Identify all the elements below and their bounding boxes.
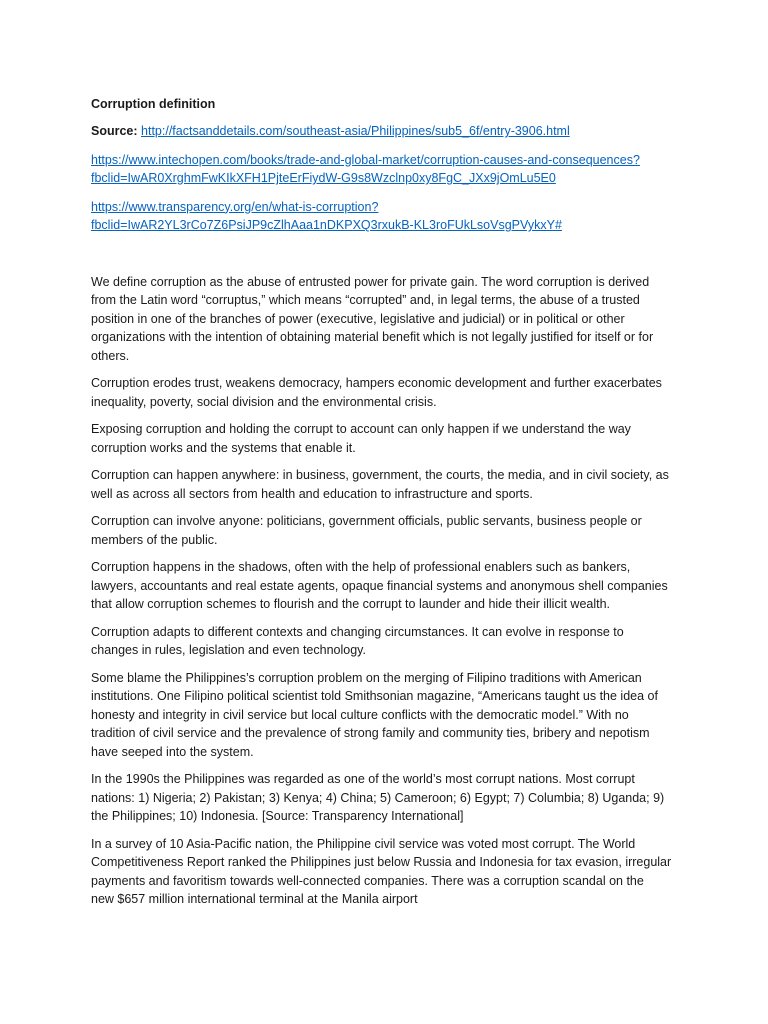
paragraph: Corruption adapts to different contexts and changing circumstances. It can evolve in response to changes in rules, legislation and even technology. [91, 624, 624, 657]
paragraph: Corruption happens in the shadows, often with the help of professional enablers such as bankers, lawyers, accountants and real estate agents, opaque financial systems and anonymous shell companies that allow corruption schemes to flourish and the corrupt to launder and hide their illicit wealth. [91, 560, 668, 611]
reference-link-transparency[interactable] [91, 198, 708, 235]
reference-link-line[interactable]: https://www.transparency.org/en/what-is-corruption? [91, 199, 379, 214]
source-label: Source: [91, 124, 138, 138]
source-line [91, 122, 708, 141]
blank-line [91, 245, 708, 273]
paragraph: In a survey of 10 Asia-Pacific nation, the Philippine civil service was voted most corrupt. The World Competitiveness Report ranked the Philippines just below Russia and Indonesia for tax evasion, irregular payments and favoritism towards well-connected companies. There was a corruption scandal on the new $657 million international terminal at the Manila airport [91, 836, 672, 906]
document-title: Corruption definition [91, 97, 216, 111]
paragraph: We define corruption as the abuse of entrusted power for private gain. The word corruption is derived from the Latin word “corruptus,” which means “corrupted” and, in legal terms, the abuse of a trusted position in one of the branches of power (executive, legislative and judicial) or in political or other organizations with the intention of obtaining material benefit which is not legally justified for itself or for others. [91, 274, 654, 363]
source-link[interactable]: http://factsanddetails.com/southeast-asia/Philippines/sub5_6f/entry-3906.html [141, 124, 570, 138]
reference-link-intechopen[interactable] [91, 151, 708, 188]
reference-link-line[interactable]: fbclid=IwAR0XrghmFwKIkXFH1PjteErFiydW-G9s8Wzclnp0xy8FgC_JXx9jOmLu5E0 [91, 171, 556, 185]
paragraph: Some blame the Philippines’s corruption problem on the merging of Filipino traditions with American institutions. One Filipino political scientist told Smithsonian magazine, “Americans taught us the idea of honesty and integrity in civil service but local culture conflicts with the democratic model.” With no tradition of civil service and the prevalence of strong family and community ties, bribery and nepotism have seeped into the system. [91, 670, 658, 759]
paragraph: Corruption can involve anyone: politicians, government officials, public servants, business people or members of the public. [91, 514, 642, 547]
paragraph: Exposing corruption and holding the corrupt to account can only happen if we understand the way corruption works and the systems that enable it. [91, 422, 631, 455]
reference-link-line[interactable]: https://www.intechopen.com/books/trade-and-global-market/corruption-causes-and-consequences? [91, 152, 640, 167]
reference-link-line[interactable]: fbclid=IwAR2YL3rCo7Z6PsiJP9cZlhAaa1nDKPXQ3rxukB-KL3roFUkLsoVsgPVykxY# [91, 218, 562, 232]
paragraph: In the 1990s the Philippines was regarded as one of the world’s most corrupt nations. Most corrupt nations: 1) Nigeria; 2) Pakistan; 3) Kenya; 4) China; 5) Cameroon; 6) Egypt; 7) Columbia; 8) Uganda; 9) the Philippines; 10) Indonesia. [Source: Transparency International] [91, 772, 665, 823]
paragraph: Corruption erodes trust, weakens democracy, hampers economic development and further exacerbates inequality, poverty, social division and the environmental crisis. [91, 376, 662, 409]
paragraph: Corruption can happen anywhere: in business, government, the courts, the media, and in civil society, as well as across all sectors from health and education to infrastructure and sports. [91, 468, 669, 501]
